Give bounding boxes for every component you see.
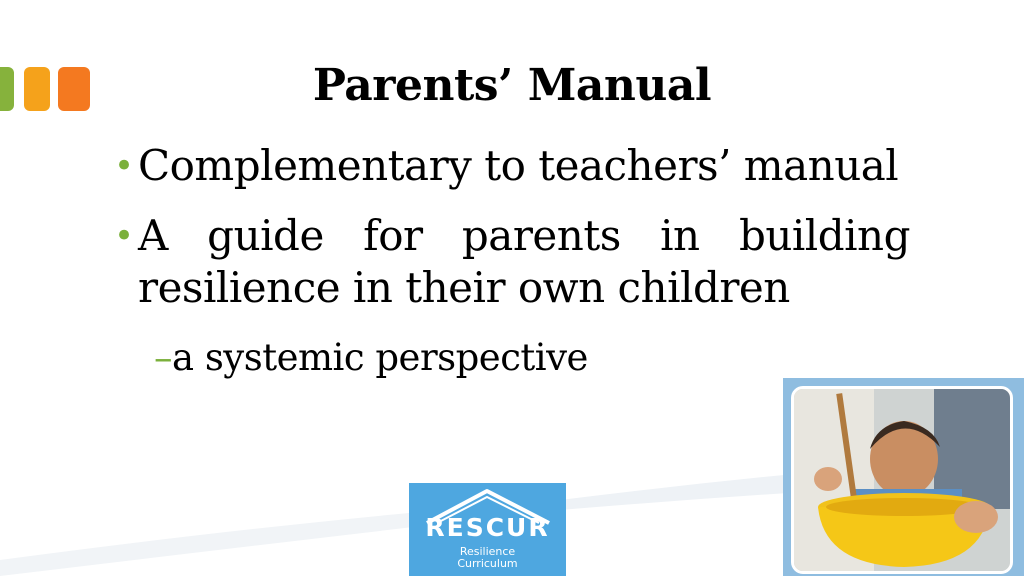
logo-subtitle-1: Resilience [459, 545, 516, 558]
sub-bullet-item [154, 336, 954, 380]
bullet-list [110, 140, 910, 379]
bullet-dot-icon: • [114, 216, 134, 256]
rescur-logo [409, 483, 566, 576]
bullet-text: A guide for parents in building resilience in their own children [138, 211, 910, 312]
photo-frame [783, 378, 1024, 576]
bullet-dot-icon: • [114, 146, 134, 186]
bullet-text: Complementary to teachers’ manual [138, 141, 899, 190]
bullet-item [110, 210, 910, 314]
child-mixing-bowl-photo [791, 386, 1013, 574]
sub-bullet-dash: – [154, 336, 172, 379]
logo-wordmark: RESCUR [425, 513, 550, 542]
logo-subtitle-2: Curriculum [457, 557, 518, 570]
sub-bullet-text: a systemic perspective [172, 336, 588, 379]
bullet-item [110, 140, 910, 192]
slide-title: Parents’ Manual [312, 60, 712, 111]
